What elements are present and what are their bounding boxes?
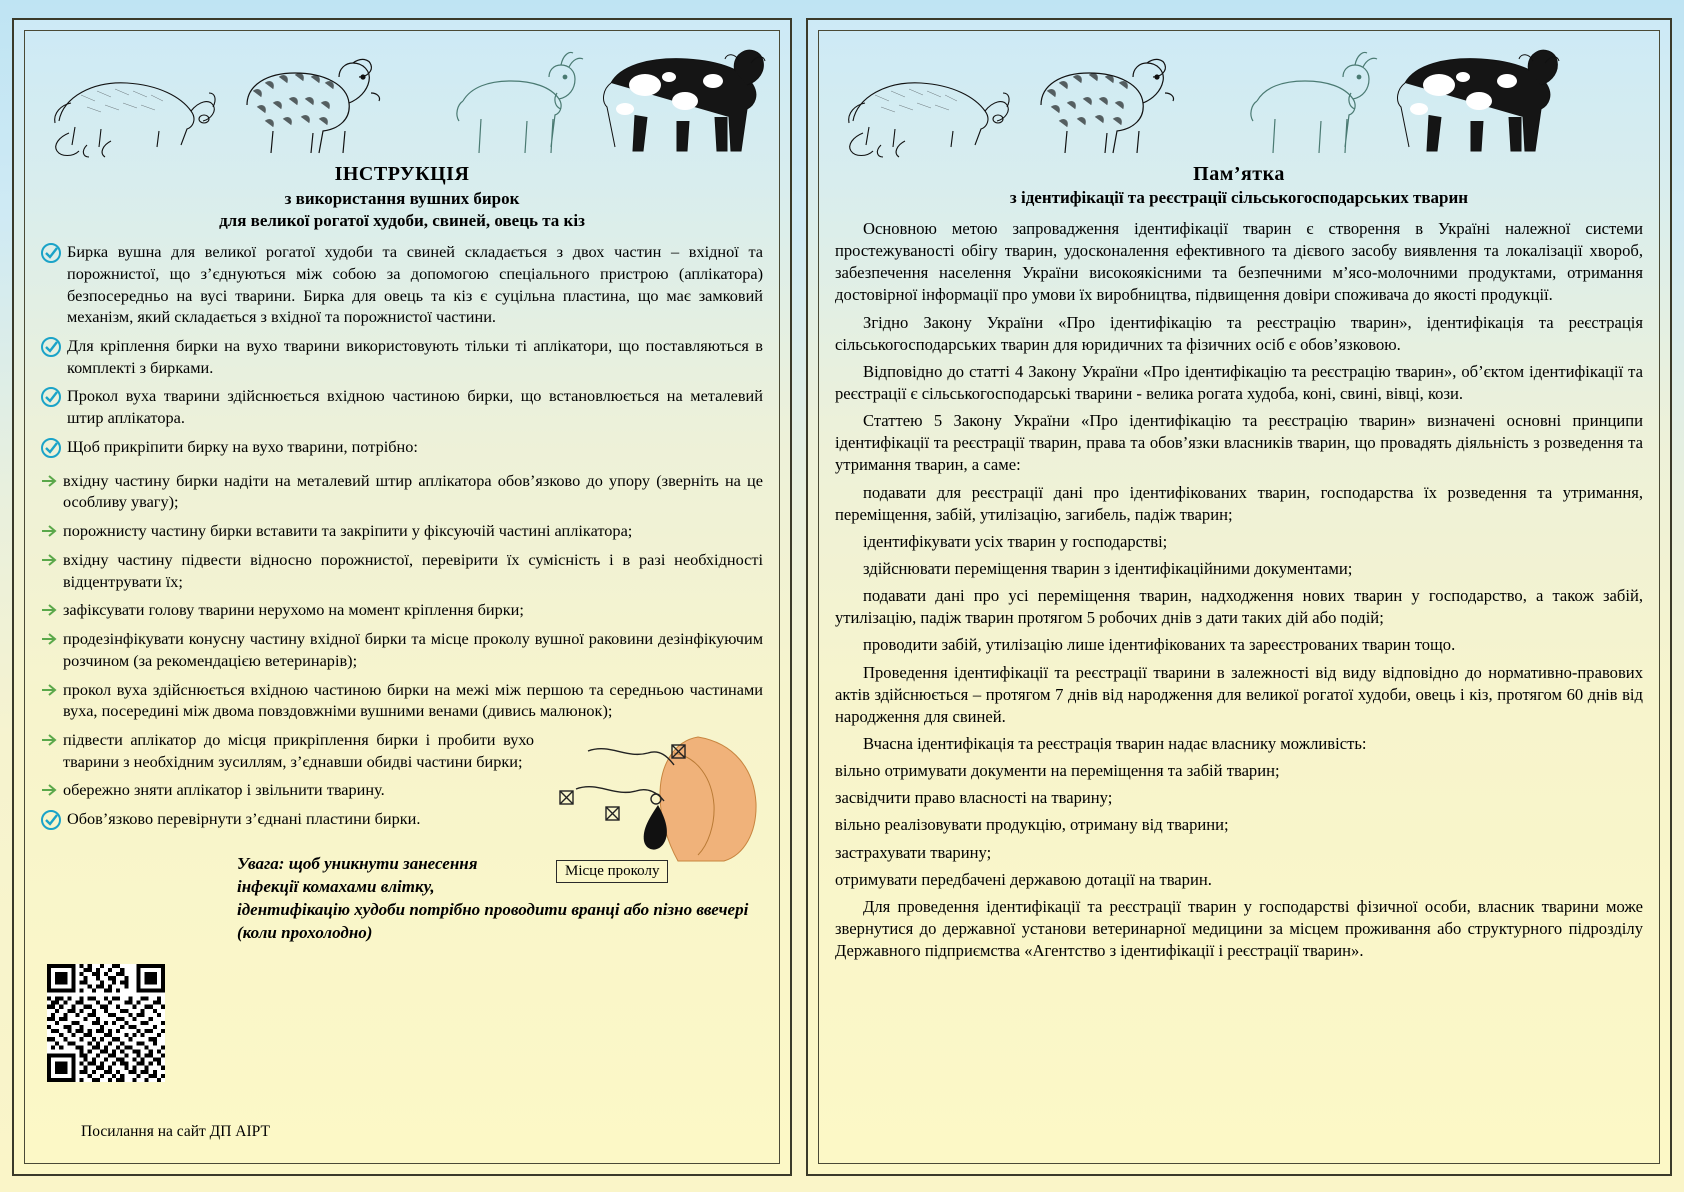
warning-note: Увага: щоб уникнути занесення інфекції комахами влітку, ідентифікацію худоби потрібно проводити вранці або пізно ввечері (коли прохолодно) — [237, 854, 749, 943]
benefits-intro: Вчасна ідентифікація та реєстрація тварин надає власнику можливість: — [863, 733, 1367, 753]
arrow-icon — [41, 632, 57, 650]
arrow-icon — [41, 524, 57, 542]
step-item — [41, 599, 763, 621]
memo-paragraph: Проведення ідентифікації та реєстрації тварини в залежності від виду відповідно до нормативно-правових актів здійснюється – протягом 7 днів від народження для великої рогатої худоби, овець і кіз, протягом 60 днів від народження для свиней. — [835, 662, 1643, 726]
ear-diagram — [548, 733, 763, 863]
arrow-icon — [41, 553, 57, 571]
duty-item: здійснювати переміщення тварин з ідентифікаційними документами; — [863, 558, 1353, 578]
duty-item: подавати дані про усі переміщення тварин, надходження нових тварин у господарство, а також забій, утилізацію, падіж тварин протягом 5 робочих днів з дати таких дій або подій; — [835, 586, 1643, 628]
page-subtitle-1: з використання вушних бирок — [284, 189, 520, 208]
step-text: вхідну частину бирки надіти на металевий штир аплікатора обов’язково до упору (зверніть на це особливу увагу); — [63, 470, 763, 512]
pig-illustration — [835, 49, 1015, 159]
instruction-text: Обов’язково перевірнути з’єднані пластини бирки. — [67, 809, 421, 829]
instruction-text: Прокол вуха тварини здійснюється вхідною частиною бирки, що встановлюється на металевий штир аплікатора. — [67, 386, 763, 427]
cow-illustration — [1375, 43, 1575, 159]
memo-paragraph: Відповідно до статті 4 Закону України «Про ідентифікацію та реєстрацію тварин», об’єктом ідентифікації та реєстрації є сільськогосподарські тварини - велика рогата худоба, коні, свині, вівці, кози. — [835, 361, 1643, 403]
figure-caption: Місце проколу — [556, 860, 668, 883]
step-text: прокол вуха здійснюється вхідною частиною бирки на межі між першою та середньою частинами вуха, посередині між двома повздовжніми вушними венами (дивись малюнок); — [63, 679, 763, 721]
sheep-illustration — [221, 47, 391, 159]
arrow-icon — [41, 783, 57, 801]
ear-puncture-figure — [548, 733, 763, 883]
step-item — [41, 779, 534, 801]
cow-illustration — [581, 43, 780, 159]
step-item — [41, 549, 763, 592]
step-item — [41, 679, 763, 722]
left-panel — [12, 18, 792, 1176]
step-text: порожнисту частину бирки вставити та закріпити у фіксуючій частині аплікатора; — [63, 520, 633, 540]
memo-subtitle: з ідентифікації та реєстрації сільськогосподарських тварин — [1009, 188, 1469, 207]
arrow-icon — [41, 683, 57, 701]
step-text: обережно зняти аплікатор і звільнити тварину. — [63, 780, 385, 800]
goat-illustration — [1235, 49, 1395, 159]
step-item — [41, 470, 763, 513]
check-icon — [41, 243, 61, 268]
memo-title: Пам’ятка — [1193, 163, 1285, 185]
check-icon — [41, 438, 61, 463]
benefit-item: засвідчити право власності на тварину; — [835, 788, 1113, 808]
qr-caption: Посилання на сайт ДП АІРТ — [81, 1123, 270, 1140]
right-panel — [806, 18, 1672, 1176]
left-panel-inner — [24, 30, 780, 1164]
qr-code[interactable] — [47, 964, 165, 1082]
arrow-icon — [41, 733, 57, 751]
check-icon — [41, 810, 61, 835]
memo-closing: Для проведення ідентифікації та реєстрації тварин у господарстві фізичної особи, власник тварини може звернутися до державної установи ветеринарної медицини за місцем проживання або структурного підрозділу Державного підприємства «Агентство з ідентифікації і реєстрації тварин». — [835, 896, 1643, 961]
step-item — [41, 520, 763, 542]
step-text: підвести аплікатор до місця прикріплення бирки і пробити вухо тварини з необхідним зусиллям, з’єднавши обидві частини бирки; — [63, 730, 534, 771]
step-item — [41, 628, 763, 671]
step-text: продезінфікувати конусну частину вхідної бирки та місце проколу вушної раковини дезінфікуючим розчином (за рекомендацією ветеринарів); — [63, 629, 763, 670]
step-item — [41, 729, 534, 772]
check-icon — [41, 387, 61, 412]
animal-illustrations-right — [835, 41, 1643, 159]
benefit-item: отримувати передбачені державою дотації на тварин. — [835, 869, 1212, 889]
instruction-text: Для кріплення бирки на вухо тварини використовують тільки ті аплікатори, що поставляються в комплекті з бирками. — [67, 335, 763, 377]
step-text: вхідну частину підвести відносно порожнистої, перевірити їх сумісність і в разі необхідності відцентрувати їх; — [63, 549, 763, 591]
duty-item: проводити забій, утилізацію лише ідентифікованих та зареєстрованих тварин тощо. — [863, 635, 1456, 655]
sheep-illustration — [1015, 47, 1185, 159]
page-title: ІНСТРУКЦІЯ — [334, 163, 470, 185]
duty-item: подавати для реєстрації дані про ідентифікованих тварин, господарства їх розведення та утримання, переміщення, забій, утилізацію, загибель, падіж тварин; — [835, 482, 1643, 524]
benefit-item: застрахувати тварину; — [835, 842, 992, 862]
pig-illustration — [41, 49, 221, 159]
memo-paragraph: Статтею 5 Закону України «Про ідентифікацію та реєстрацію тварин» визначені основні принципи ідентифікації та реєстрації тварин, права та обов’язки власників тварин, що провадять діяльність з розведення та утримання тварин, а саме: — [835, 411, 1643, 475]
duty-item: ідентифікувати усіх тварин у господарстві; — [863, 531, 1168, 551]
benefit-item: вільно отримувати документи на переміщення та забій тварин; — [835, 761, 1280, 781]
goat-illustration — [441, 49, 601, 159]
arrow-icon — [41, 474, 57, 492]
instruction-item — [41, 335, 763, 378]
instruction-item — [41, 241, 763, 328]
check-icon — [41, 337, 61, 362]
arrow-icon — [41, 603, 57, 621]
page-subtitle-2: для великої рогатої худоби, свиней, овець та кіз — [219, 211, 585, 231]
instruction-item — [41, 385, 763, 428]
instruction-text: Щоб прикріпити бирку на вухо тварини, потрібно: — [67, 436, 418, 456]
instruction-text: Бирка вушна для великої рогатої худоби та свиней складається з двох частин – вхідної та порожнистої, що з’єднуються між собою за допомогою спеціального пристрою (аплікатора) безпосередньо на вусі тварини. Бирка для овець та кіз є суцільна пластина, що має замковий механізм, який складається з вхідної та порожнистої частини. — [67, 242, 763, 327]
instruction-item — [41, 436, 763, 463]
memo-paragraph: Основною метою запровадження ідентифікації тварин є створення в Україні належної системи простежуваності обігу тварин, удосконалення ефективного та дієвого засобу виявлення та локалізації хвороб, забезпечення населення України високоякісними та безпечними м’ясо-молочними продуктами, отримання достовірної інформації про умови їх виробництва, підвищення довіри споживача до якості продукції. — [835, 219, 1643, 305]
animal-illustrations — [41, 41, 763, 159]
qr-block — [47, 964, 347, 1141]
instruction-item-final — [41, 808, 534, 835]
memo-paragraph: Згідно Закону України «Про ідентифікацію та реєстрацію тварин», ідентифікація та реєстрація сільськогосподарських тварин для юридичних та фізичних осіб є обов’язковою. — [835, 312, 1643, 354]
step-text: зафіксувати голову тварини нерухомо на момент кріплення бирки; — [63, 600, 524, 620]
right-panel-inner — [818, 30, 1660, 1164]
benefit-item: вільно реалізовувати продукцію, отриману від тварини; — [835, 815, 1229, 835]
